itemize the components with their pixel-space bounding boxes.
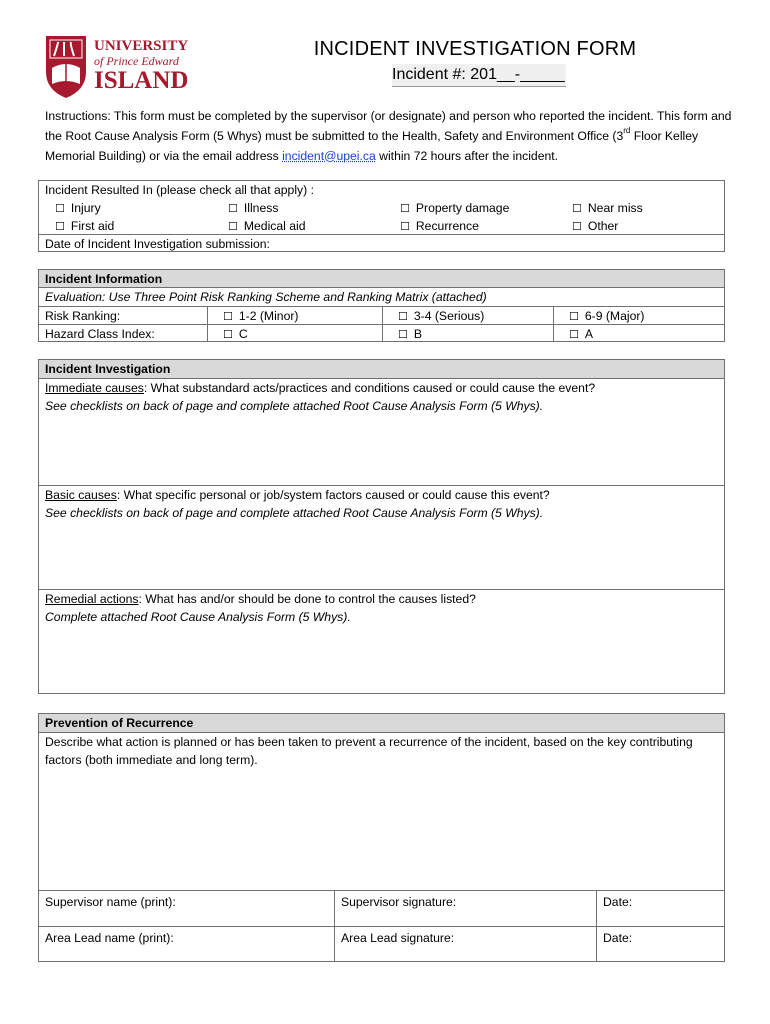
checkbox-icon: ☐ <box>400 202 410 215</box>
incident-resulted-section <box>38 180 725 252</box>
supervisor-date-field[interactable]: Date: <box>596 891 724 926</box>
checkbox-icon: ☐ <box>569 328 579 341</box>
checkbox-other[interactable]: ☐ Other <box>572 219 619 233</box>
incident-investigation-section <box>38 359 725 694</box>
risk-serious-checkbox[interactable]: ☐ 3-4 (Serious) <box>382 307 553 324</box>
prevention-section <box>38 713 725 962</box>
hazard-a-checkbox[interactable]: ☐ A <box>553 325 724 342</box>
hazard-b-checkbox[interactable]: ☐ B <box>382 325 553 342</box>
risk-major-checkbox[interactable]: ☐ 6-9 (Major) <box>553 307 724 324</box>
checkbox-icon: ☐ <box>569 310 579 323</box>
checkbox-near-miss[interactable]: ☐ Near miss <box>572 201 643 215</box>
upei-logo <box>44 34 209 100</box>
prevention-description: Describe what action is planned or has been taken to prevent a recurrence of the incident, based on the key contributing factors (both immediate and long term). <box>45 735 693 767</box>
checkbox-icon: ☐ <box>223 328 233 341</box>
immediate-causes-note: See checklists on back of page and complete attached Root Cause Analysis Form (5 Whys). <box>45 399 544 413</box>
basic-causes-field[interactable]: Basic causes: What specific personal or job/system factors caused or could cause this event? See checklists on back of page and complete attached Root Cause Analysis Form (5 Whys). <box>39 485 724 589</box>
checkbox-recurrence[interactable]: ☐ Recurrence <box>400 219 479 233</box>
checkbox-first-aid[interactable]: ☐ First aid <box>55 219 115 233</box>
checkbox-injury[interactable]: ☐ Injury <box>55 201 101 215</box>
risk-ranking-label: Risk Ranking: <box>45 309 121 323</box>
checkbox-icon: ☐ <box>228 220 238 233</box>
area-lead-signature-field[interactable]: Area Lead signature: <box>334 927 596 962</box>
section-header: Incident Information <box>39 270 724 288</box>
area-lead-date-field[interactable]: Date: <box>596 927 724 962</box>
remedial-actions-title: Remedial actions <box>45 592 139 606</box>
immediate-causes-title: Immediate causes <box>45 381 144 395</box>
checkbox-icon: ☐ <box>398 328 408 341</box>
prevention-field[interactable] <box>39 733 724 890</box>
svg-text:of Prince Edward: of Prince Edward <box>94 54 179 68</box>
checkbox-icon: ☐ <box>55 220 65 233</box>
checkbox-icon: ☐ <box>572 202 582 215</box>
evaluation-note: Evaluation: Use Three Point Risk Ranking Scheme and Ranking Matrix (attached) <box>45 290 487 304</box>
checkbox-property-damage[interactable]: ☐ Property damage <box>400 201 510 215</box>
remedial-actions-field[interactable]: Remedial actions: What has and/or should be done to control the causes listed? Complete attached Root Cause Analysis Form (5 Whys). <box>39 589 724 694</box>
checkbox-illness[interactable]: ☐ Illness <box>228 201 279 215</box>
resulted-label: Incident Resulted In (please check all that apply) : <box>45 183 314 197</box>
incident-information-section <box>38 269 725 342</box>
svg-text:ISLAND: ISLAND <box>94 67 189 94</box>
checkbox-icon: ☐ <box>55 202 65 215</box>
instructions: Instructions: This form must be completed by the supervisor (or designate) and person who reported the incident. This form and the Root Cause Analysis Form (5 Whys) must be submitted to the Health, Safety and Environment Office (3rd Floor Kelley Memorial Building) or via the email address incident@upei.ca within 72 hours after the incident. <box>45 109 732 163</box>
basic-causes-title: Basic causes <box>45 488 117 502</box>
basic-causes-note: See checklists on back of page and complete attached Root Cause Analysis Form (5 Whys). <box>45 506 544 520</box>
checkbox-medical-aid[interactable]: ☐ Medical aid <box>228 219 306 233</box>
checkbox-icon: ☐ <box>223 310 233 323</box>
hazard-c-checkbox[interactable]: ☐ C <box>207 325 382 342</box>
checkbox-icon: ☐ <box>400 220 410 233</box>
date-submission-field[interactable]: Date of Incident Investigation submission: <box>45 237 270 251</box>
form-title: INCIDENT INVESTIGATION FORM <box>313 38 637 60</box>
hazard-class-label: Hazard Class Index: <box>45 327 155 341</box>
incident-email-link[interactable]: incident@upei.ca <box>282 149 376 163</box>
checkbox-icon: ☐ <box>228 202 238 215</box>
section-header: Prevention of Recurrence <box>39 714 724 733</box>
area-lead-name-field[interactable]: Area Lead name (print): <box>45 931 174 945</box>
incident-number-field[interactable]: Incident #: 201__-_____ <box>392 64 566 87</box>
logo-text <box>94 38 188 94</box>
checkbox-icon: ☐ <box>572 220 582 233</box>
immediate-causes-field[interactable]: Immediate causes: What substandard acts/practices and conditions caused or could cause the event? See checklists on back of page and complete attached Root Cause Analysis Form (5 Whys). <box>39 379 724 485</box>
svg-text:UNIVERSITY: UNIVERSITY <box>94 38 189 54</box>
remedial-actions-note: Complete attached Root Cause Analysis Form (5 Whys). <box>45 610 351 624</box>
risk-minor-checkbox[interactable]: ☐ 1-2 (Minor) <box>207 307 382 324</box>
supervisor-signature-field[interactable]: Supervisor signature: <box>334 891 596 926</box>
section-header: Incident Investigation <box>39 360 724 379</box>
checkbox-icon: ☐ <box>398 310 408 323</box>
supervisor-name-field[interactable]: Supervisor name (print): <box>45 895 176 909</box>
